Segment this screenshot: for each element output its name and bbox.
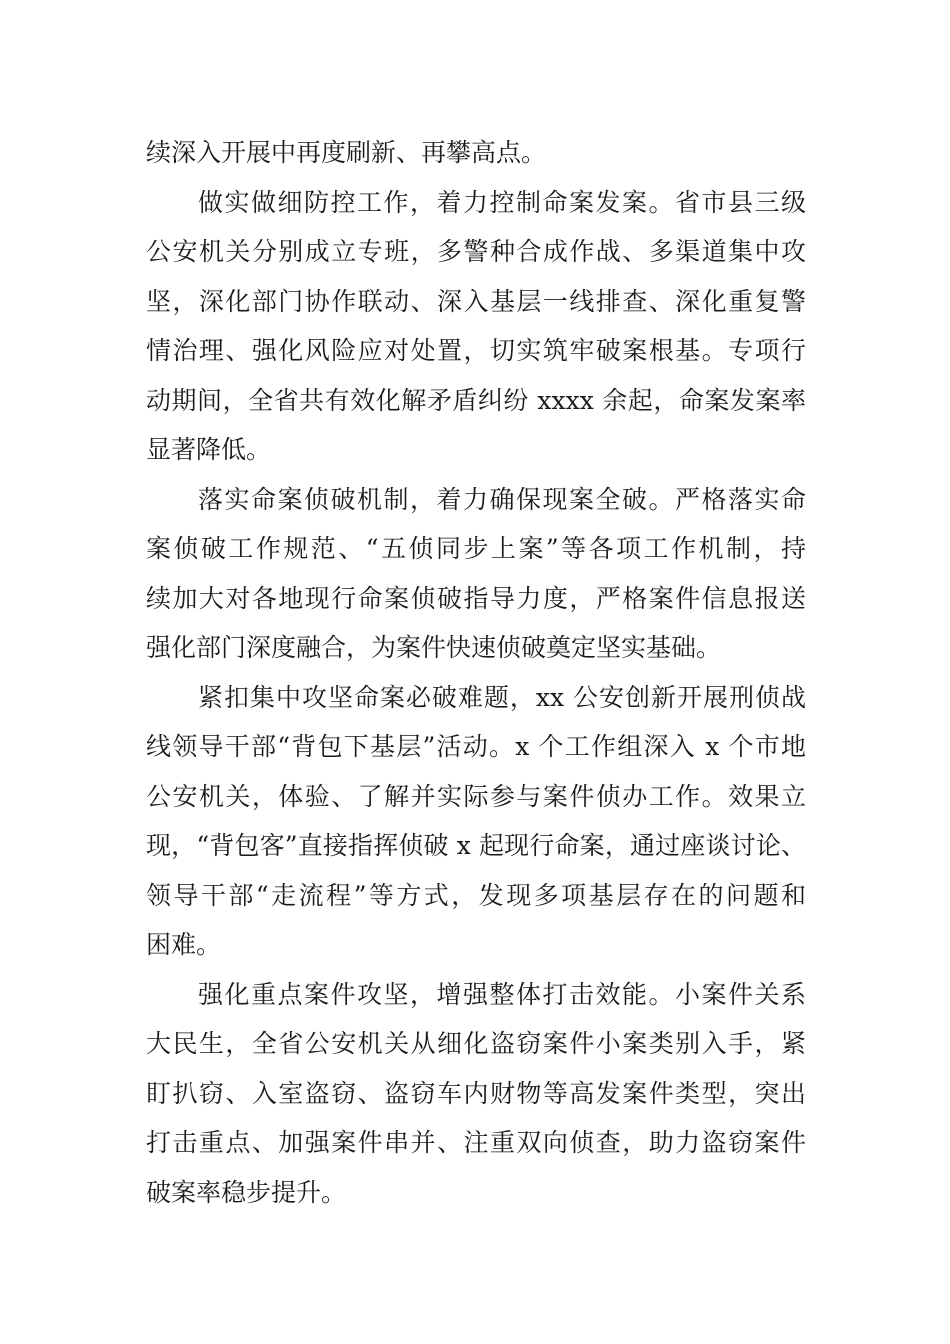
text-line: 续加大对各地现行命案侦破指导力度，严格案件信息报送 (146, 583, 806, 613)
paragraph (146, 970, 806, 1218)
text-line: 情治理、强化风险应对处置，切实筑牢破案根基。专项行 (146, 336, 806, 365)
paragraph (146, 475, 806, 673)
text-line: 大民生，全省公安机关从细化盗窃案件小案类别入手，紧 (146, 1029, 806, 1058)
text-line: 坚，深化部门协作联动、深入基层一线排查、深化重复警 (146, 286, 806, 316)
text-line: 做实做细防控工作，着力控制命案发案。省市县三级 (198, 187, 806, 217)
text-line: 案侦破工作规范、“五侦同步上案”等各项工作机制，持 (146, 534, 806, 563)
text-line: 续深入开展中再度刷新、再攀高点。 (146, 138, 547, 167)
document-body (146, 128, 806, 1217)
text-line: 现，“背包客”直接指挥侦破 x 起现行命案，通过座谈讨论、 (146, 831, 806, 860)
text-line: 打击重点、加强案件串并、注重双向侦查，助力盗窃案件 (146, 1128, 806, 1157)
text-line: 强化部门深度融合，为案件快速侦破奠定坚实基础。 (146, 633, 722, 662)
paragraph (146, 673, 806, 970)
text-line: 紧扣集中攻坚命案必破难题，xx 公安创新开展刑侦战 (198, 682, 806, 712)
text-line: 公安机关分别成立专班，多警种合成作战、多渠道集中攻 (146, 237, 806, 266)
text-line: 领导干部“走流程”等方式，发现多项基层存在的问题和 (146, 880, 806, 910)
text-line: 盯扒窃、入室盗窃、盗窃车内财物等高发案件类型，突出 (146, 1078, 806, 1108)
text-line: 线领导干部“背包下基层”活动。x 个工作组深入 x 个市地 (146, 732, 806, 761)
text-line: 破案率稳步提升。 (146, 1177, 347, 1207)
text-line: 动期间，全省共有效化解矛盾纠纷 xxxx 余起，命案发案率 (146, 385, 806, 415)
text-line: 落实命案侦破机制，着力确保现案全破。严格落实命 (198, 484, 806, 514)
text-line: 困难。 (146, 930, 222, 959)
paragraph (146, 178, 806, 475)
text-line: 强化重点案件攻坚，增强整体打击效能。小案件关系 (198, 979, 806, 1009)
text-line: 公安机关，体验、了解并实际参与案件侦办工作。效果立 (146, 781, 806, 811)
paragraph (146, 128, 806, 178)
text-line: 显著降低。 (146, 435, 272, 464)
